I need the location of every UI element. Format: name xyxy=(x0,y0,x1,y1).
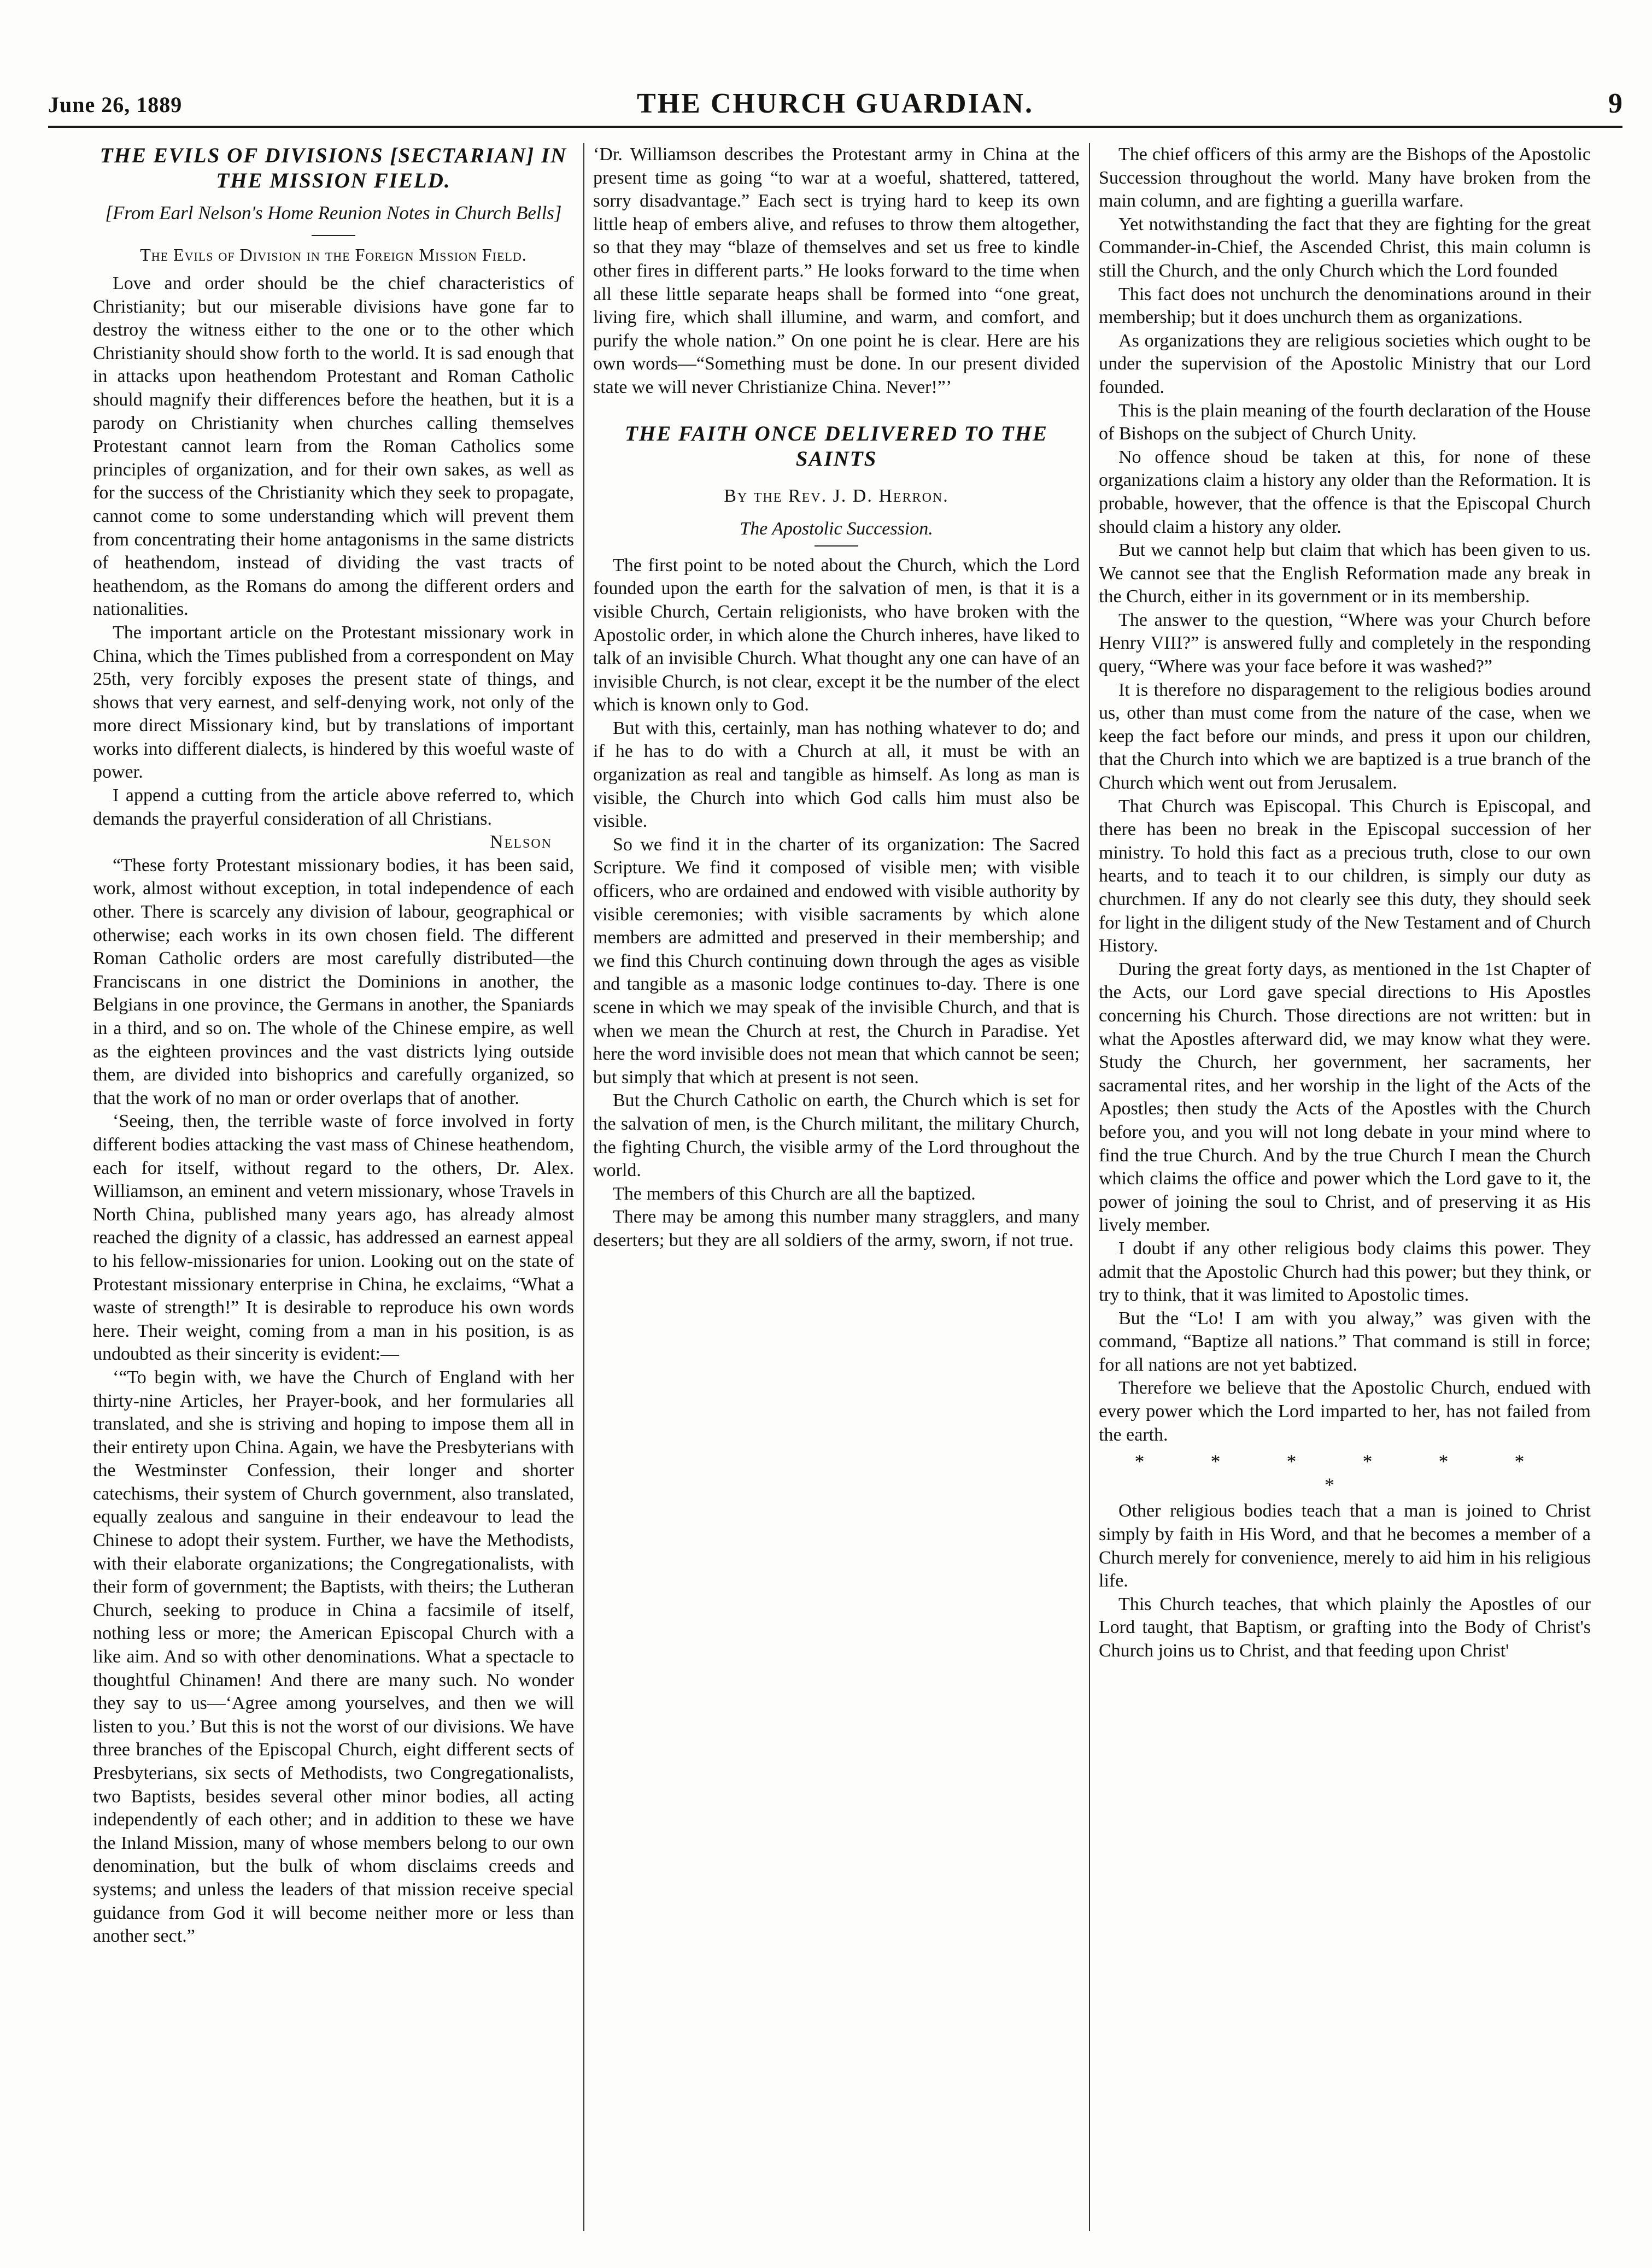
newspaper-title: THE CHURCH GUARDIAN. xyxy=(637,88,1034,119)
article-paragraph: The answer to the question, “Where was your Church before Henry VIII?” is answered fully and completely in the responding query, “Where was your face before it was washed?” xyxy=(1099,609,1591,677)
quote-paragraph: ‘“To begin with, we have the Church of England with her thirty-nine Articles, her Prayer-book, and her formularies all translated, and she is striving and hoping to impose them all in their entirety upon China. Again, we have the Presbyterians with the Westminster Confession, their longer and shorter catechisms, their system of Church government, also translated, equally zealous and sanguine in their endeavour to lead the Chinese to adopt their system. Further, we have the Methodists, with their elaborate organizations; the Congregationalists, with their form of government; the Baptists, with theirs; the Lutheran Church, seeking to produce in China a facsimile of itself, nothing less or more; the American Episcopal Church with a like aim. And so with other denominations. What a spectacle to thoughtful Chinamen! And there are many such. No wonder they say to us—‘Agree among yourselves, and then we will listen to you.’ But this is not the worst of our divisions. We have three branches of the Episcopal Church, eight different sects of Presbyterians, six sects of Methodists, two Congregationalists, two Baptists, besides several other minor bodies, all acting independently of each other; and in addition to these we have the Inland Mission, many of whose members belong to our own denomination, but the bulk of whom disclaims creeds and systems; and unless the leaders of that mission receive special guidance from God it will become neither more or less than another sect.” xyxy=(93,1367,574,1947)
masthead xyxy=(48,87,1622,128)
article-paragraph: It is therefore no disparagement to the religious bodies around us, other than must come from the nature of the case, when we keep the fact before our minds, and press it upon our children, that the Church into which we are baptized is a true branch of the Church which went out from Jerusalem. xyxy=(1099,679,1591,794)
article-paragraph: So we find it in the charter of its organization: The Sacred Scripture. We find it composed of visible men; with visible officers, who are ordained and endowed with visible authority by visible ceremonies; with visible sacraments by which alone members are admitted and preserved in their membership; and we find this Church continuing down through the ages as visible and tangible as a masonic lodge continues to-day. There is one scene in which we may speak of the invisible Church, and that is when we mean the Church at rest, the Church in Paradise. Yet here the word invisible does not mean that which cannot be seen; but simply that which at present is not seen. xyxy=(593,834,1080,1088)
article-paragraph: This fact does not unchurch the denominations around in their membership; but it does unchurch them as organizations. xyxy=(1099,284,1591,328)
page-number: 9 xyxy=(1608,88,1622,119)
quote-paragraph: ‘Dr. Williamson describes the Protestant army in China at the present time as going “to war at a woeful, shattered, tattered, sorry disadvantage.” Each sect is trying hard to keep its own little heap of embers alive, and refuses to throw them altogether, so that they may “blaze of themselves and set us free to kindle other fires in different parts.” He looks forward to the time when all these little separate heaps shall be formed into “one great, living fire, which shall illumine, and warm, and comfort, and purify the whole nation.” On one point he is clear. Here are his own words—“Something must be done. In our present divided state we will never Christianize China. Never!”’ xyxy=(593,144,1080,397)
column-divider xyxy=(583,143,584,2231)
article-paragraph: But the Church Catholic on earth, the Church which is set for the salvation of men, is the Church militant, the military Church, the fighting Church, the visible army of the Lord throughout the world. xyxy=(593,1090,1080,1181)
article-paragraph: This Church teaches, that which plainly the Apostles of our Lord taught, that Baptism, or grafting into the Body of Christ's Church joins us to Christ, and that feeding upon Christ' xyxy=(1099,1594,1591,1661)
article-paragraph: The important article on the Protestant missionary work in China, which the Times published from a correspondent on May 25th, very forcibly exposes the present state of things, and shows that very earnest, and self-denying work, not only of the more direct Missionary kind, but by translations of important works into different dialects, is hindered by this woeful waste of power. xyxy=(93,622,574,783)
signature: Nelson xyxy=(490,832,552,853)
article-paragraph: There may be among this number many stragglers, and many deserters; but they are all soldiers of the army, sworn, if not true. xyxy=(593,1207,1080,1250)
article-paragraph: That Church was Episcopal. This Church is Episcopal, and there has been no break in the Episcopal succession of her ministry. To hold this fact as a precious truth, close to our own hearts, and to teach it to our children, is simply our duty as churchmen. If any do not clearly see this duty, they should seek for light in the diligent study of the New Testament and of Church History. xyxy=(1099,796,1591,956)
article-paragraph: Other religious bodies teach that a man is joined to Christ simply by faith in His Word, and that he becomes a member of a Church merely for convenience, merely to aid him in his religious life. xyxy=(1099,1501,1591,1591)
column-2 xyxy=(593,143,1080,2231)
article-paragraph: Therefore we believe that the Apostolic Church, endued with every power which the Lord imparted to her, has not failed from the earth. xyxy=(1099,1378,1591,1445)
article-byline: By the Rev. J. D. Herron. xyxy=(724,485,949,506)
article-paragraph: This is the plain meaning of the fourth declaration of the House of Bishops on the subject of Church Unity. xyxy=(1099,400,1591,444)
article-paragraph: The first point to be noted about the Church, which the Lord founded upon the earth for the salvation of men, is that it is a visible Church, Certain religionists, who have broken with the Apostolic order, in which alone the Church inheres, have liked to talk of an invisible Church. What thought any one can have of an invisible Church, is not clear, except it be the number of the elect which is known only to God. xyxy=(593,555,1080,715)
column-1 xyxy=(93,143,574,2231)
quote-paragraph: “These forty Protestant missionary bodies, it has been said, work, almost without exception, in total independence of each other. There is scarcely any division of labour, geographical or otherwise; each works in its own chosen field. The different Roman Catholic orders are most carefully distributed—the Franciscans in one district the Dominions in another, the Belgians in one province, the Germans in another, the Spaniards in a third, and so on. The whole of the Chinese empire, as well as the eighteen provinces and the vast districts lying outside them, are divided into bishoprics and carefully organized, so that the work of no man or order overlaps that of another. xyxy=(93,855,574,1108)
divider xyxy=(815,545,858,547)
divider xyxy=(312,235,355,236)
article-paragraph: The chief officers of this army are the Bishops of the Apostolic Succession throughout the world. Many have broken from the main column, and are fighting a guerilla warfare. xyxy=(1099,144,1591,211)
issue-date: June 26, 1889 xyxy=(48,92,183,117)
article-subhead: The Evils of Division in the Foreign Mission Field. xyxy=(140,245,527,265)
article-paragraph: The members of this Church are all the baptized. xyxy=(613,1183,976,1204)
article-headline: THE EVILS OF DIVISIONS [SECTARIAN] IN THE MISSION FIELD. xyxy=(99,144,567,192)
article-paragraph: I doubt if any other religious body claims this power. They admit that the Apostolic Church had this power; but they think, or try to think, that it was limited to Apostolic times. xyxy=(1099,1238,1591,1306)
article-subtitle: The Apostolic Succession. xyxy=(740,519,933,539)
article-source: [From Earl Nelson's Home Reunion Notes in Church Bells] xyxy=(105,202,562,224)
section-stars: * * * * * * * xyxy=(1134,1450,1555,1496)
article-paragraph: No offence shoud be taken at this, for none of these organizations claim a history any older than the Reformation. It is probable, however, that the offence is that the Episcopal Church should claim a history any older. xyxy=(1099,446,1591,537)
article-paragraph: But with this, certainly, man has nothing whatever to do; and if he has to do with a Church at all, it must be with an organization as real and tangible as himself. As long as man is visible, the Church into which God calls him must also be visible. xyxy=(593,718,1080,832)
article-paragraph: But the “Lo! I am with you alway,” was given with the command, “Baptize all nations.” That command is still in force; for all nations are not yet babtized. xyxy=(1099,1308,1591,1375)
article-headline: THE FAITH ONCE DELIVERED TO THE SAINTS xyxy=(625,421,1048,471)
article-paragraph: Yet notwithstanding the fact that they are fighting for the great Commander-in-Chief, the Ascended Christ, this main column is still the Church, and the only Church which the Lord founded xyxy=(1099,214,1591,281)
quote-paragraph: ‘Seeing, then, the terrible waste of force involved in forty different bodies attacking the vast mass of Chinese heathendom, each for itself, without regard to the others, Dr. Alex. Williamson, an eminent and vetern missionary, whose Travels in North China, published many years ago, has already almost reached the dignity of a classic, has addressed an earnest appeal to his fellow-missionaries for union. Looking out on the state of Protestant missionary enterprise in China, he exclaims, “What a waste of strength!” It is desirable to reproduce his own words here. Their weight, coming from a man in his position, is as undoubted as their sincerity is evident:— xyxy=(93,1111,574,1365)
article-paragraph: During the great forty days, as mentioned in the 1st Chapter of the Acts, our Lord gave special directions to His Apostles concerning his Church. Those directions are not written: but in what the Apostles afterward did, we may know what they were. Study the Church, her government, her sacraments, her sacramental rites, and her worship in the light of the Acts of the Apostles; then study the Acts of the Apostles with the Church before you, and you will not long debate in your mind where to find the true Church. And by the true Church I mean the Church which claims the office and power which the Lord gave to it, the power of joining the soul to Christ, and of preserving it as His lively member. xyxy=(1099,959,1591,1236)
article-paragraph: But we cannot help but claim that which has been given to us. We cannot see that the English Reformation made any break in the Church, either in its government or in its membership. xyxy=(1099,540,1591,607)
article-paragraph: I append a cutting from the article above referred to, which demands the prayerful consideration of all Christians. xyxy=(93,785,574,829)
article-paragraph: As organizations they are religious societies which ought to be under the supervision of the Apostolic Ministry that our Lord founded. xyxy=(1099,330,1591,397)
column-3 xyxy=(1099,143,1591,2231)
column-divider xyxy=(1089,143,1090,2231)
article-paragraph: Love and order should be the chief characteristics of Christianity; but our miserable divisions have gone far to destroy the witness either to the one or to the other which Christianity should show forth to the world. It is sad enough that in attacks upon heathendom Protestant and Roman Catholic should magnify their differences before the heathen, but it is a parody on Christianity when churches calling themselves Protestant cannot learn from the Roman Catholics some principles of organization, and for their own sakes, as well as for the success of the Christianity which they seek to propagate, cannot come to some understanding which will prevent them from concentrating their home antagonisms in the same districts of heathendom, instead of dividing the vast tracts of heathendom, as the Romans do among the different orders and nationalities. xyxy=(93,273,574,620)
